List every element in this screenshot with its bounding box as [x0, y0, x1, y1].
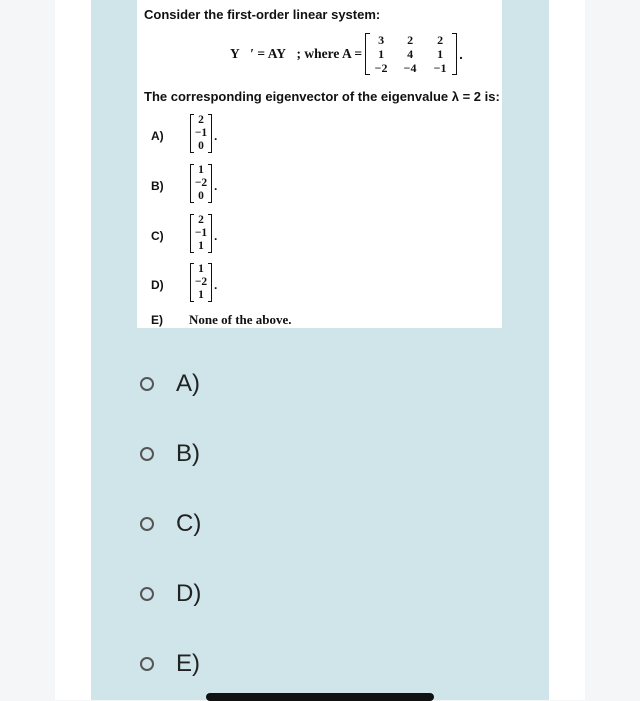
matrix-cell: 1 — [378, 47, 385, 61]
option-d-vector — [190, 263, 212, 302]
matrix-cell: −1 — [433, 61, 447, 75]
matrix-cell: 4 — [407, 47, 414, 61]
choice-label[interactable]: D) — [176, 580, 202, 607]
choice-label[interactable]: A) — [176, 370, 200, 397]
question-title: Consider the first-order linear system: — [144, 7, 381, 22]
option-b-vector — [190, 164, 212, 203]
vector-entry: 2 — [198, 114, 204, 126]
radio-circle-icon[interactable] — [140, 587, 154, 601]
radio-circle-icon[interactable] — [140, 447, 154, 461]
choice-a[interactable] — [140, 369, 200, 399]
radio-circle-icon[interactable] — [140, 657, 154, 671]
option-b-label: B) — [151, 179, 164, 193]
choice-label[interactable]: B) — [176, 440, 200, 467]
choice-c[interactable] — [140, 509, 201, 539]
vector-entry: −2 — [194, 276, 208, 288]
matrix-cell: 2 — [437, 33, 444, 47]
vector-period: . — [214, 129, 218, 143]
vector-entry: 1 — [198, 164, 204, 176]
radio-circle-icon[interactable] — [140, 517, 154, 531]
vector-entry: 1 — [198, 263, 204, 275]
vector-period: . — [214, 229, 218, 243]
system-equation — [230, 32, 463, 76]
vector-entry: −1 — [194, 127, 208, 139]
matrix-cell: −2 — [374, 61, 388, 75]
vector-entry: 2 — [198, 214, 204, 226]
vector-entry: 0 — [198, 190, 204, 202]
matrix-cell: 3 — [378, 33, 385, 47]
vector-entry: 1 — [198, 240, 204, 252]
matrix-cell: 1 — [437, 47, 444, 61]
matrix-a — [365, 33, 457, 75]
choice-e[interactable] — [140, 649, 200, 679]
vector-entry: −1 — [194, 227, 208, 239]
vector-period: . — [214, 179, 218, 193]
option-c-vector — [190, 214, 212, 253]
equation-lhs: Y⃗′ = AY⃗; where A = — [230, 46, 363, 61]
matrix-cell: 2 — [407, 33, 414, 47]
choice-label[interactable]: C) — [176, 510, 202, 537]
question-image — [137, 0, 502, 328]
matrix-cell: −4 — [403, 61, 417, 75]
choice-label[interactable]: E) — [176, 650, 200, 677]
radio-circle-icon[interactable] — [140, 377, 154, 391]
option-d-label: D) — [151, 278, 164, 292]
option-c-label: C) — [151, 229, 164, 243]
vector-entry: −2 — [194, 177, 208, 189]
option-e-text: None of the above. — [189, 312, 292, 327]
option-a-vector — [190, 114, 212, 153]
option-e-label: E) — [151, 313, 163, 327]
question-subtitle: The corresponding eigenvector of the eigenvalue λ = 2 is: — [144, 89, 500, 104]
vector-entry: 0 — [198, 140, 204, 152]
option-a-label: A) — [151, 129, 164, 143]
vector-period: . — [214, 278, 218, 292]
vector-entry: 1 — [198, 289, 204, 301]
choice-d[interactable] — [140, 579, 201, 609]
matrix-period: . — [459, 46, 463, 62]
choice-b[interactable] — [140, 439, 200, 469]
